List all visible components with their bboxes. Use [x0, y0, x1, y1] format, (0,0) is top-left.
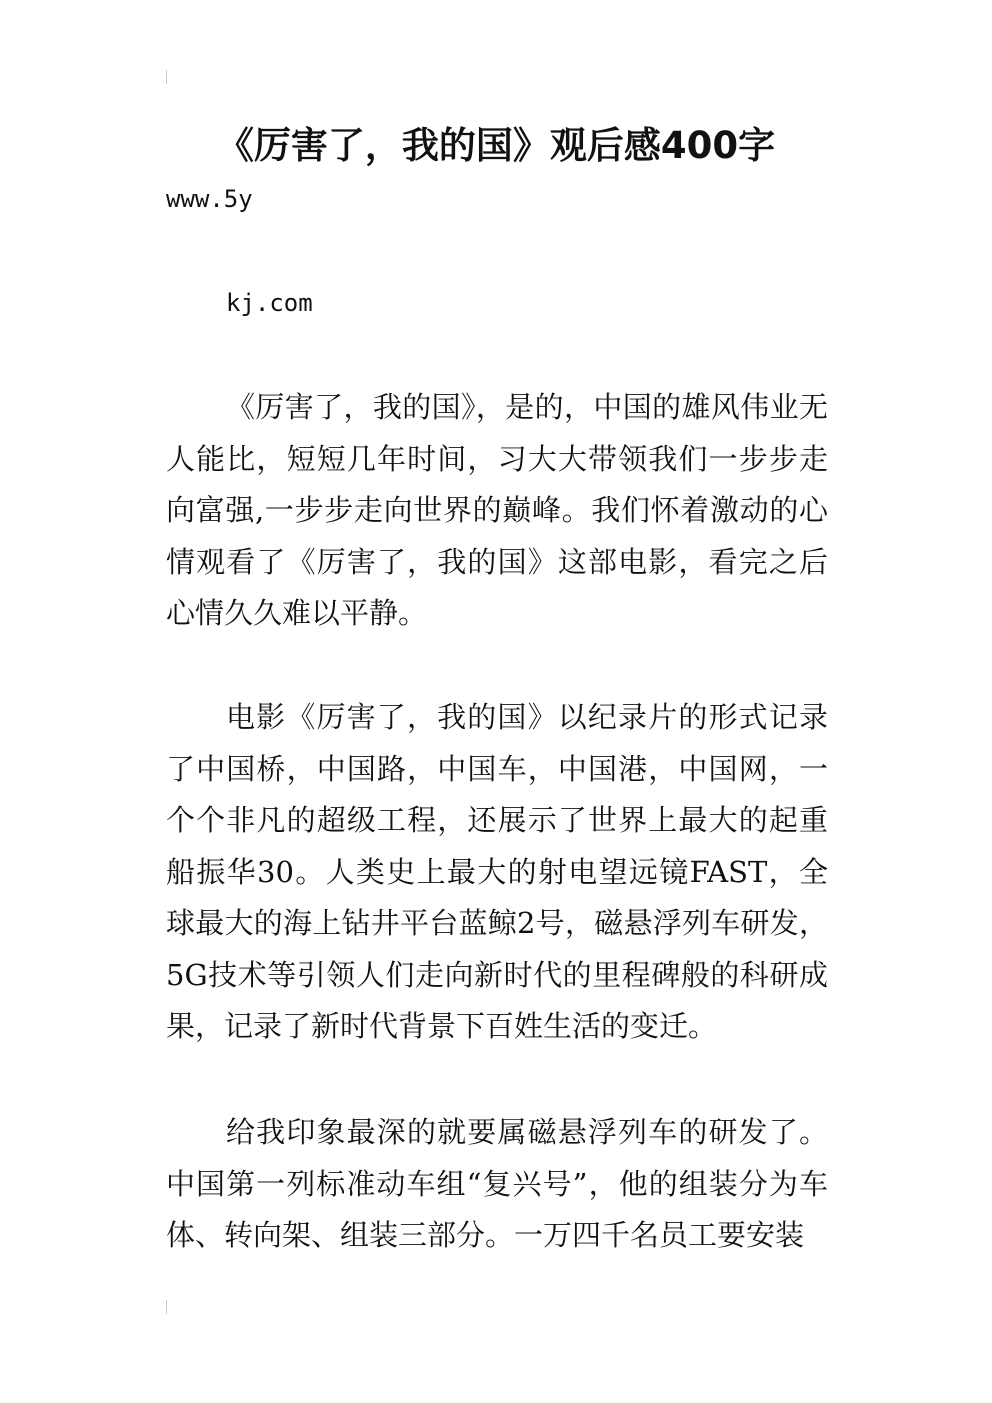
source-url-part-2: kj.com: [226, 289, 313, 317]
page-margin-mark-top: [166, 70, 167, 84]
page-margin-mark-bottom: [166, 1300, 167, 1314]
paragraph-3: 给我印象最深的就要属磁悬浮列车的研发了。中国第一列标准动车组“复兴号”，他的组装分为车体、转向架、组装三部分。一万四千名员工要安装: [166, 1115, 828, 1252]
source-url-part-1: www.5y: [166, 185, 253, 213]
paragraph-1: 《厉害了，我的国》，是的，中国的雄风伟业无人能比，短短几年时间，习大大带领我们一步步走向富强,一步步走向世界的巅峰。我们怀着激动的心情观看了《厉害了，我的国》这部电影，看完之后心情久久难以平静。: [166, 390, 828, 630]
document-title: 《厉害了，我的国》观后感400字: [216, 124, 776, 167]
paragraph-2: 电影《厉害了，我的国》以纪录片的形式记录了中国桥，中国路，中国车，中国港，中国网，一个个非凡的超级工程，还展示了世界上最大的起重船振华30。人类史上最大的射电望远镜FAST，全球最大的海上钻井平台蓝鲸2号，磁悬浮列车研发，5G技术等引领人们走向新时代的里程碑般的科研成果，记录了新时代背景下百姓生活的变迁。: [166, 700, 828, 1043]
